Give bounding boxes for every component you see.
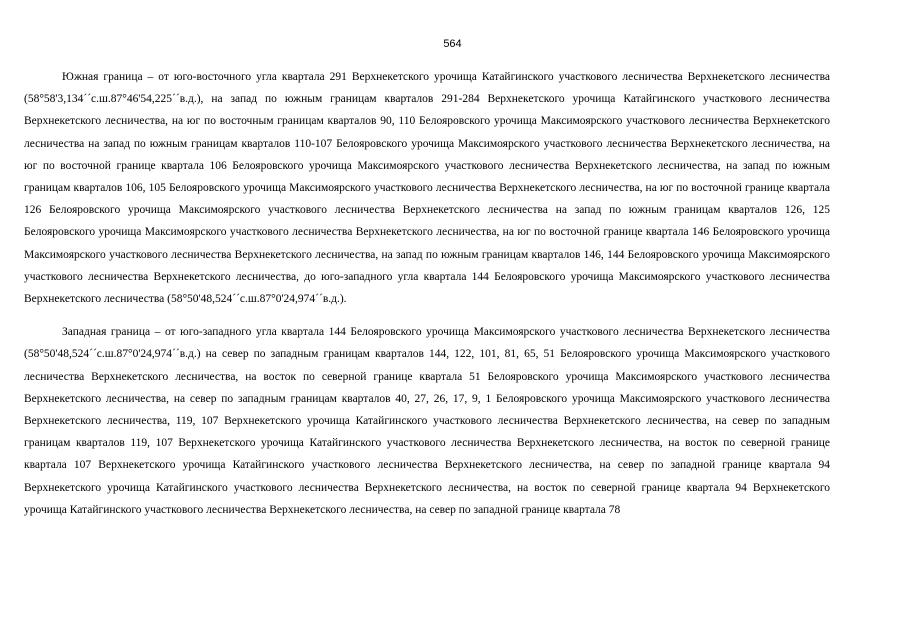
paragraph-western-boundary: Западная граница – от юго-западного угла квартала 144 Белояровского урочища Максимоярского участкового лесничества Верхнекетского лесничества (58°50'48,524´´с.ш.87°0'24,974´´в.д.) на север по западным границам кварталов 144, 122, 101, 81, 65, 51 Белояровского урочища Максимоярского участкового лесничества Верхнекетского лесничества, на восток по северной границе квартала 51 Белояровского урочища Максимоярского участкового лесничества Верхнекетского лесничества, на север по западным границам кварталов 40, 27, 26, 17, 9, 1 Белояровского урочища Максимоярского участкового лесничества Верхнекетского лесничества, 119, 107 Верхнекетского урочища Катайгинского участкового лесничества Верхнекетского лесничества, на север по западным границам кварталов 119, 107 Верхнекетского урочища Катайгинского участкового лесничества Верхнекетского лесничества, на восток по северной границе квартала 107 Верхнекетского урочища Катайгинского участкового лесничества Верхнекетского лесничества, на север по западной границе квартала 94 Верхнекетского урочища Катайгинского участкового лесничества Верхнекетского лесничества, на восток по северной границе квартала 94 Верхнекетского урочища Катайгинского участкового лесничества Верхнекетского лесничества, на север по западной границе квартала 78 (24, 326, 830, 516)
paragraph-southern-boundary: Южная граница – от юго-восточного угла квартала 291 Верхнекетского урочища Катайгинского участкового лесничества Верхнекетского лесничества (58°58'3,134´´с.ш.87°46'54,225´´в.д.), на запад по южным границам кварталов 291-284 Верхнекетского урочища Катайгинского участкового лесничества Верхнекетского лесничества, на юг по восточным границам кварталов 90, 110 Белояровского урочища Максимоярского участкового лесничества Верхнекетского лесничества на запад по южным границам кварталов 110-107 Белояровского урочища Максимоярского участкового лесничества Верхнекетского лесничества, на юг по восточной границе квартала 106 Белояровского урочища Максимоярского участкового лесничества Верхнекетского лесничества, на запад по южным границам кварталов 106, 105 Белояровского урочища Максимоярского участкового лесничества Верхнекетского лесничества, на юг по восточной границе квартала 126 Белояровского урочища Максимоярского участкового лесничества Верхнекетского лесничества на запад по южным границам кварталов 126, 125 Белояровского урочища Максимоярского участкового лесничества Верхнекетского лесничества, на юг по восточной границе квартала 146 Белояровского урочища Максимоярского участкового лесничества Верхнекетского лесничества, на запад по южным границам кварталов 146, 144 Белояровского урочища Максимоярского участкового лесничества Верхнекетского лесничества, до юго-западного угла квартала 144 Белояровского урочища Максимоярского участкового лесничества Верхнекетского лесничества (58°50'48,524´´с.ш.87°0'24,974´´в.д.). (24, 71, 830, 306)
page-number: 564 (443, 38, 462, 50)
document-body (24, 66, 830, 521)
